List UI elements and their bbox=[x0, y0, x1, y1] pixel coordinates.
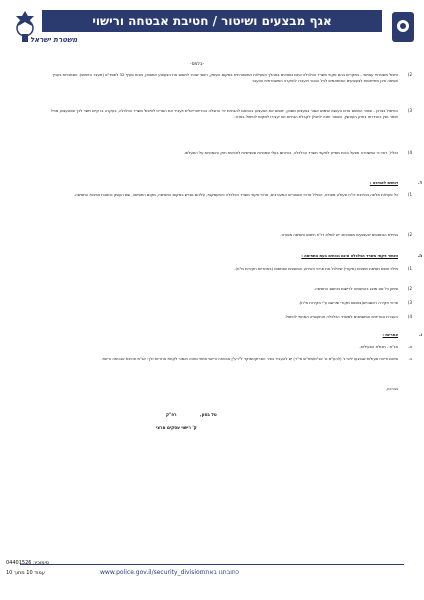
item-number: 2) bbox=[407, 286, 412, 291]
footer-divider bbox=[20, 564, 404, 565]
section-title: כאשר פקחי משרד הכלכלה אינם נוכחים בעת התפיסה : bbox=[301, 253, 398, 258]
section-letter: ה. bbox=[417, 253, 422, 258]
signature-rank: רפ"ק bbox=[166, 412, 177, 417]
list-item bbox=[46, 232, 412, 238]
closing-text: בברכה, bbox=[385, 386, 398, 391]
list-item bbox=[46, 286, 412, 292]
item-text: במידת הנתפסים יצעצועים מסוכנים: יש למלא דו"ח חיפוש ותפיסה מפורט. bbox=[280, 232, 398, 237]
list-item bbox=[46, 266, 412, 272]
closing bbox=[168, 386, 398, 392]
reference-number: סימוכין: 04401526 bbox=[6, 560, 49, 566]
item-number: 2) bbox=[407, 232, 412, 237]
list-item bbox=[46, 314, 412, 320]
list-item bbox=[46, 150, 412, 156]
item-number: 1) bbox=[407, 266, 412, 271]
list-item bbox=[46, 72, 412, 84]
section-title: דגשים לאכיפה : bbox=[369, 180, 398, 185]
section-heading bbox=[46, 180, 422, 186]
item-text: סיכום ודיווח פעולות שבוצעו ליפי ג' (להע"מ וג' אג"מ/מח"ש אי"ר) יש להעביר בציר הפרוקטמוקד ל"רע"ן אבטחה ורישוי מחוזי ומטה ואמור לקחת אחריות ולך: אג"מ חטיבת אבטחה ורישוי. bbox=[101, 356, 398, 361]
list-item bbox=[46, 344, 412, 350]
item-text: פרטי חקירה ראשוניים(בטופס מקורי שירשם ע"י חקירות מ"ח). bbox=[298, 300, 398, 305]
section-title: אחריות : bbox=[382, 332, 398, 337]
footer-url[interactable]: www.police.gov.il/security_division bbox=[100, 569, 204, 576]
item-text: סימון כל סוג מוצג בהתאמה לרישום בטופס התפיסה. bbox=[313, 286, 398, 291]
section-letter: ד. bbox=[417, 180, 422, 185]
list-item bbox=[46, 108, 412, 120]
state-emblem-icon bbox=[390, 10, 416, 44]
item-number: 3) bbox=[407, 300, 412, 305]
header-subtitle: משטרת ישראל bbox=[30, 36, 78, 44]
item-text: כל פעולות תלונה בכתיבת דו"ח פעולה מפורט, הכולל פרטי השוטרים המעורבים, פרטי פקחי משרד הכלכלה והתעסקות, עליהם נפרש במקום התפיסה, מקום התפיסה, שם העסק וכתובת נסיבות התפיסה. bbox=[73, 192, 398, 197]
item-text: טיפול משטרתי עצמאי - במקרים בהם פקחי משרד הכלכלה אינם נמצאים במהלך הפעילות המשטרתית במקום העסק, רשאי שוטר לתפוס את הצעצוע המסוכן, מכוח סעיף 32 לפסד"פ (מעצר וחיפוש). הסמכויות בעניין תפיסה אינן מתייחסות לצעצועים המותאמים לגיל הבוגר ויועברו לחוקרה המשטרתית והועבר bbox=[52, 72, 398, 84]
list-item bbox=[46, 356, 412, 362]
item-text: ככלל, ראוי כי המשטרה תפעל בכוח מסייע לפקחי משרד הכלכלה, בהיותם בעלי סמכויות ספציפיות לאכיפת חוק האמנויות על הפעלתו. bbox=[183, 150, 398, 155]
item-text: אג"מ - תכולת הפעילות. bbox=[359, 344, 398, 349]
item-number: 3) bbox=[407, 108, 412, 113]
item-text: העברת הפריטים והמסמכים למשרד הכלכלה והתעשייה המחוזי לטיפול. bbox=[284, 314, 398, 319]
item-number: 2) bbox=[407, 72, 412, 77]
classification-marker: -בלמס- bbox=[190, 62, 205, 67]
list-item bbox=[46, 300, 412, 306]
section-heading bbox=[46, 332, 422, 338]
footer-address-label: כתובתנו באתר: bbox=[200, 569, 239, 576]
letterhead bbox=[8, 6, 416, 56]
section-heading bbox=[46, 253, 422, 259]
item-number: 4) bbox=[407, 314, 412, 319]
page-number: עמוד 10 מתוך 10 bbox=[6, 570, 45, 576]
item-text: מילוי טופס תפיסת מוצגים (מקורי) שיכלול את פרטי האירוע והמוצגים שנתפסו (באחריות חקירות מ"ח). bbox=[234, 266, 398, 271]
item-text: הטיפול בצרכן - שוטר התופס אדם העושה שימוש אסור בצעצוע מסוכן, יתפוס את הצעצוע בהתאם להנחיות יח' החבלה הטריטוריאלית ויעביר את הפריט לטיפול משרד הכלכלה, בעקרה בו קיים חשד לכך שהצעצוע מכיל חומר נפץ כהגדרתו בחוק העונשין, השוטר ימנה לחבלן לקבלת הנחיות ואו יעבירו למקום לטיפול בפרט. bbox=[50, 108, 398, 120]
item-letter: א. bbox=[408, 344, 412, 349]
signature-role: ק' רישוי עסקים ארצי bbox=[156, 425, 197, 430]
list-item bbox=[46, 192, 412, 198]
item-number: 1) bbox=[407, 192, 412, 197]
header-title: אגף מבצעים ושיטור / חטיבת אבטחה ורישוי bbox=[42, 10, 382, 32]
item-letter: ב. bbox=[408, 356, 412, 361]
signature-name: טל בסון, bbox=[200, 412, 217, 417]
section-letter: ו. bbox=[418, 332, 422, 337]
item-number: 4) bbox=[407, 150, 412, 155]
